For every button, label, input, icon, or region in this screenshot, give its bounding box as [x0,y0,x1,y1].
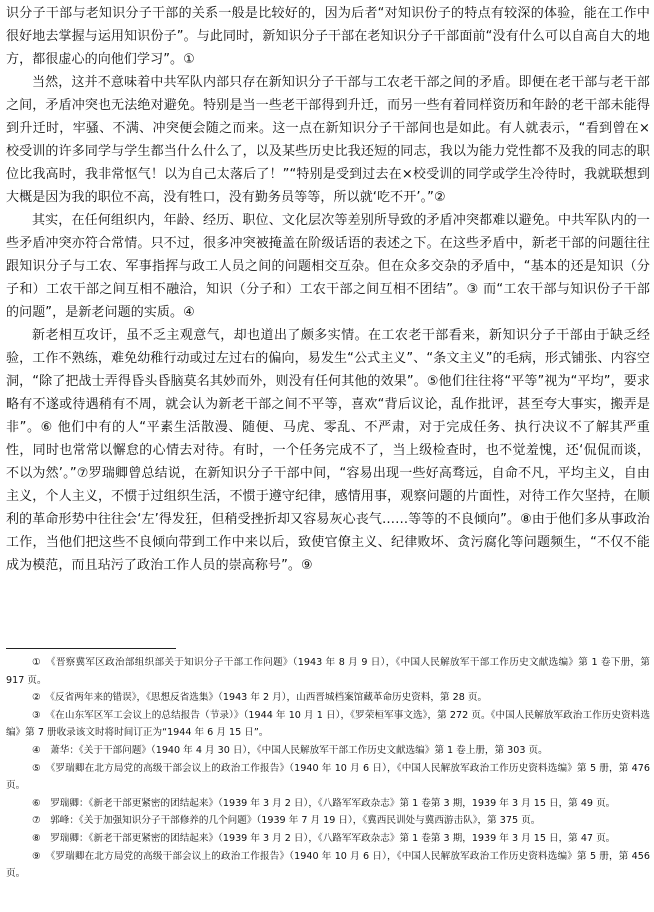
paragraph: 新老相互攻讦，虽不乏主观意气，却也道出了颇多实情。在工农老干部看来，新知识分子干部由于缺乏经验，工作不熟练，难免幼稚行动或过左过右的偏向，易发生“公式主义”、“条文主义”的毛病，形式铺张、内容空洞，“除了把战士弄得昏头昏脑莫名其妙而外，则没有任何其他的效果”。⑤他们往往将“平等”视为“平均”，要求略有不遂或待遇稍有不周，就会认为新老干部之间不平等，喜欢“背后议论，乱作批评，甚至夸大事实，搬弄是非”。⑥ 他们中有的人“平素生活散漫、随便、马虎、零乱、不严肃，对于完成任务、执行决议不了解其严重性，同时也常常以懈怠的心情去对待。有时，一个任务完成不了，当上级检查时，也不觉羞愧，还‘侃侃而谈，不以为然’。”⑦罗瑞卿曾总结说，在新知识分子干部中间，“容易出现一些好高骛远，自命不凡，平均主义，自由主义，个人主义，不惯于过组织生活，不惯于遵守纪律，感情用事，观察问题的片面性，对待工作欠坚持，在顺利的革命形势中往往会‘左’得发狂，但稍受挫折却又容易灰心丧气……等等的不良倾向”。⑧由于他们多从事政治工作，当他们把这些不良倾向带到工作中来以后，致使官僚主义、纪律败坏、贪污腐化等问题频生，“不仅不能成为模范，而且玷污了政治工作人员的崇高称号”。⑨ [6,328,650,573]
footnote: ③ 《在山东军区军工会议上的总结报告（节录）》（1944 年 10 月 1 日），《罗荣桓军事文选》，第 272 页。《中国人民解放军政治工作历史资料选编》第 7 册收录该文时将时间订正为“1944 年 6 月 15 日”。 [6,709,650,739]
footnote: ① 《晋察冀军区政治部组织部关于知识分子干部工作问题》（1943 年 8 月 9 日），《中国人民解放军干部工作历史文献选编》第 1 卷下册，第 917 页。 [6,657,650,686]
footnote: ④ 萧华：《关于干部问题》（1940 年 4 月 30 日），《中国人民解放军干部工作历史文献选编》第 1 卷上册，第 303 页。 [32,744,548,756]
footnote: ② 《反省两年来的错误》，《思想反省选集》（1943 年 2 月），山西晋城档案馆藏革命历史资料，第 28 页。 [32,692,488,704]
main-text [6,2,650,577]
footnote: ⑤ 《罗瑞卿在北方局党的高级干部会议上的政治工作报告》（1940 年 10 月 6 日），《中国人民解放军政治工作历史资料选编》第 5 册，第 476 页。 [6,762,650,792]
footnote: ⑨ 《罗瑞卿在北方局党的高级干部会议上的政治工作报告》（1940 年 10 月 6 日），《中国人民解放军政治工作历史资料选编》第 5 册，第 456 页。 [6,850,650,880]
paragraph: 当然，这并不意味着中共军队内部只存在新知识分子干部与工农老干部之间的矛盾。即便在老干部与老干部之间，矛盾冲突也无法绝对避免。特别是当一些老干部得到升迁，而另一些有着同样资历和年龄的老干部未能得到升迁时，牢骚、不满、冲突便会随之而来。这一点在新知识分子干部间也是如此。有人就表示，“看到曾在×校受训的许多同学与学生都当什么什么了，以及某些历史比我还短的同志，我以为能力党性都不及我的同志的职位比我高时，我非常怄气！以为自己太落后了！”“特别是受到过去在×校受训的同学或学生冷待时，我就联想到大概是因为我的职位不高，没有牲口，没有勤务员等等，所以就‘吃不开’。”② [6,75,650,205]
footnote: ⑦ 郭峰：《关于加强知识分子干部修养的几个问题》（1939 年 7 月 19 日），《冀西民训处与冀西游击队》，第 375 页。 [32,815,541,827]
paragraph: 识分子干部与老知识分子干部的关系一般是比较好的，因为后者“对知识份子的特点有较深的体验，能在工作中很好地去掌握与运用知识份子”。与此同时，新知识分子干部在老知识分子干部面前“没有什么可以自高自大的地方，都很虚心的向他们学习”。① [6,6,650,67]
footnote-divider [6,648,176,649]
footnote: ⑥ 罗瑞卿：《新老干部更紧密的团结起来》（1939 年 3 月 2 日），《八路军军政杂志》第 1 卷第 3 期，1939 年 3 月 15 日，第 49 页。 [32,797,616,809]
footnote: ⑧ 罗瑞卿：《新老干部更紧密的团结起来》（1939 年 3 月 2 日），《八路军军政杂志》第 1 卷第 3 期，1939 年 3 月 15 日，第 47 页。 [32,832,616,844]
paragraph: 其实，在任何组织内，年龄、经历、职位、文化层次等差别所导致的矛盾冲突都难以避免。中共军队内的一些矛盾冲突亦符合常情。只不过，很多冲突被掩盖在阶级话语的表述之下。在这些矛盾中，新老干部的问题往往跟知识分子与工农、军事指挥与政工人员之间的问题相交互杂。但在众多交杂的矛盾中，“基本的还是知识（分子和）工农干部之间互相不融洽，知识（分子和）工农干部之间互相不团结”。③ 而“工农干部与知识份子干部的问题”，是新老问题的实质。④ [6,213,650,320]
footnotes [6,654,650,883]
